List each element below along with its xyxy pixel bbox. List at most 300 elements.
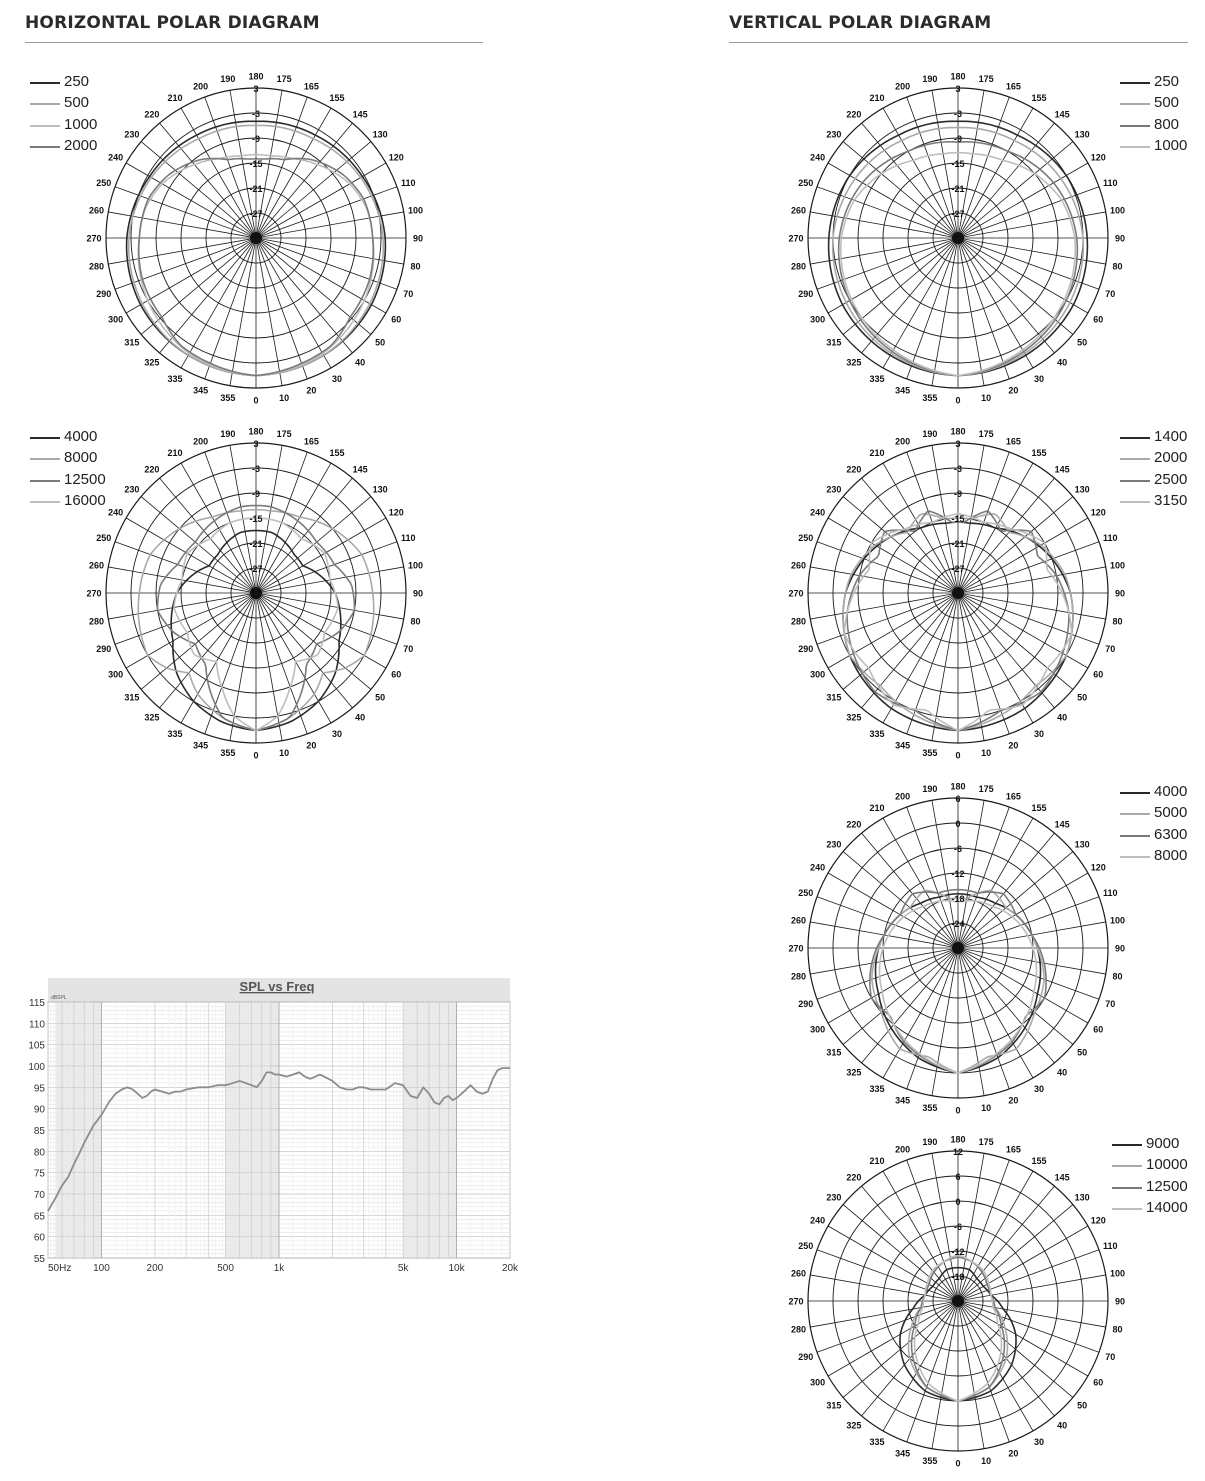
polar-angle-label: 80 xyxy=(1112,261,1123,272)
polar-angle-label: 145 xyxy=(352,109,368,120)
polar-angle-label: 190 xyxy=(220,428,236,439)
legend-label: 4000 xyxy=(64,428,98,445)
polar-angle-label: 60 xyxy=(1093,1377,1104,1388)
spl-ytick-label: 80 xyxy=(33,1147,45,1159)
polar-radial-label: -6 xyxy=(953,1222,963,1232)
polar-angle-label: 50 xyxy=(1077,337,1088,348)
polar-angle-label: 210 xyxy=(869,803,885,814)
polar-angle-label: 0 xyxy=(253,395,259,406)
polar-angle-label: 110 xyxy=(1102,533,1118,544)
polar-radial-label: 3 xyxy=(955,84,961,94)
polar-angle-label: 70 xyxy=(403,288,414,299)
polar-angle-label: 315 xyxy=(826,1047,842,1058)
polar-angle-label: 175 xyxy=(978,73,994,84)
polar-svg xyxy=(788,1131,1128,1471)
polar-radial-label: -18 xyxy=(951,894,965,904)
polar-angle-label: 280 xyxy=(790,1324,806,1335)
polar-angle-label: 290 xyxy=(798,288,814,299)
polar-angle-label: 20 xyxy=(1008,740,1019,751)
polar-angle-label: 345 xyxy=(193,740,209,751)
polar-angle-label: 20 xyxy=(1008,1448,1019,1459)
spl-vs-freq-chart xyxy=(20,975,520,1280)
polar-angle-label: 230 xyxy=(124,129,140,140)
polar-angle-label: 250 xyxy=(798,533,814,544)
polar-radial-label: 3 xyxy=(955,439,961,449)
legend-item xyxy=(1112,1156,1192,1176)
polar-angle-label: 165 xyxy=(1005,1144,1021,1155)
polar-angle-label: 50 xyxy=(1077,1400,1088,1411)
polar-angle-label: 180 xyxy=(950,71,966,82)
vertical-polar-chart-2 xyxy=(788,423,1128,763)
polar-angle-label: 60 xyxy=(1093,314,1104,325)
polar-angle-label: 40 xyxy=(1057,1420,1068,1431)
spl-xtick-label: 1k xyxy=(273,1263,285,1274)
polar-angle-label: 30 xyxy=(331,728,343,739)
legend-item xyxy=(30,471,110,491)
polar-angle-label: 280 xyxy=(88,261,104,272)
legend-item xyxy=(30,94,110,114)
polar-radial-label: 6 xyxy=(955,1172,961,1182)
legend-swatch xyxy=(1120,813,1150,815)
polar-angle-label: 210 xyxy=(869,93,885,104)
legend-item xyxy=(1112,1178,1192,1198)
polar-angle-label: 175 xyxy=(276,428,292,439)
polar-angle-label: 300 xyxy=(108,669,124,680)
polar-angle-label: 290 xyxy=(96,643,112,654)
legend-label: 500 xyxy=(1154,94,1180,111)
polar-angle-label: 10 xyxy=(981,393,992,404)
polar-radial-label: -6 xyxy=(953,844,963,854)
legend-label: 10000 xyxy=(1146,1156,1188,1173)
polar-angle-label: 90 xyxy=(412,233,424,244)
legend-item xyxy=(1120,492,1200,512)
polar-angle-label: 220 xyxy=(144,464,160,475)
polar-angle-label: 335 xyxy=(869,1436,885,1447)
polar-radial-label: -12 xyxy=(951,1247,965,1257)
spl-ytick-label: 65 xyxy=(33,1211,45,1223)
polar-angle-label: 40 xyxy=(1057,1067,1068,1078)
polar-angle-label: 345 xyxy=(895,740,911,751)
polar-center-hub xyxy=(250,232,262,244)
polar-angle-label: 260 xyxy=(790,1268,806,1279)
polar-angle-label: 100 xyxy=(1110,915,1126,926)
polar-angle-label: 50 xyxy=(375,337,386,348)
polar-angle-label: 220 xyxy=(144,109,160,120)
polar-angle-label: 260 xyxy=(88,205,104,216)
polar-angle-label: 220 xyxy=(846,464,862,475)
polar-angle-label: 40 xyxy=(355,357,366,368)
legend-swatch xyxy=(30,480,60,482)
legend-label: 8000 xyxy=(1154,847,1188,864)
legend-swatch xyxy=(1120,835,1150,837)
polar-radial-label: -27 xyxy=(951,209,965,219)
polar-angle-label: 70 xyxy=(1105,643,1116,654)
vertical-section-title: VERTICAL POLAR DIAGRAM xyxy=(729,13,992,33)
polar-angle-label: 70 xyxy=(1105,998,1116,1009)
polar-angle-label: 110 xyxy=(400,533,416,544)
polar-angle-label: 250 xyxy=(798,1241,814,1252)
polar-angle-label: 280 xyxy=(88,616,104,627)
spl-xtick-label: 500 xyxy=(217,1263,234,1274)
polar-angle-label: 80 xyxy=(1112,1324,1123,1335)
polar-angle-label: 165 xyxy=(303,81,319,92)
polar-angle-label: 325 xyxy=(846,357,862,368)
polar-angle-label: 250 xyxy=(96,178,112,189)
horizontal-polar-chart-2 xyxy=(86,423,426,763)
legend-swatch xyxy=(30,125,60,127)
polar-angle-label: 120 xyxy=(1090,862,1106,873)
polar-angle-label: 0 xyxy=(955,1458,961,1469)
polar-angle-label: 130 xyxy=(372,484,388,495)
legend-swatch xyxy=(1120,103,1150,105)
polar-angle-label: 345 xyxy=(895,1448,911,1459)
legend-item xyxy=(1112,1199,1192,1219)
spl-ytick-label: 100 xyxy=(28,1062,45,1073)
spl-xtick-label: 200 xyxy=(146,1263,164,1274)
polar-angle-label: 315 xyxy=(826,1400,842,1411)
polar-angle-label: 355 xyxy=(220,393,236,404)
legend-item xyxy=(1120,804,1200,824)
legend-label: 14000 xyxy=(1146,1199,1188,1216)
legend-item xyxy=(1120,116,1200,136)
legend-item xyxy=(30,137,110,157)
polar-angle-label: 70 xyxy=(403,643,414,654)
horizontal-polar-chart-1 xyxy=(86,68,426,408)
polar-angle-label: 315 xyxy=(826,337,842,348)
polar-angle-label: 165 xyxy=(303,436,319,447)
spl-ytick-label: 115 xyxy=(29,998,45,1009)
legend-label: 2000 xyxy=(1154,449,1188,466)
polar-angle-label: 300 xyxy=(810,1024,826,1035)
legend-label: 2000 xyxy=(64,137,98,154)
spl-xtick-label: 10k xyxy=(448,1263,465,1274)
polar-radial-label: -3 xyxy=(251,109,261,119)
legend-swatch xyxy=(1120,480,1150,482)
spl-svg xyxy=(20,975,520,1280)
polar-angle-label: 190 xyxy=(922,73,938,84)
polar-radial-label: -12 xyxy=(951,869,965,879)
legend-item xyxy=(1120,471,1200,491)
legend-swatch xyxy=(1112,1187,1142,1189)
polar-angle-label: 180 xyxy=(248,71,264,82)
polar-angle-label: 0 xyxy=(955,1105,961,1116)
polar-radial-label: 0 xyxy=(955,819,961,829)
polar-angle-label: 30 xyxy=(1033,728,1045,739)
polar-angle-label: 110 xyxy=(1102,888,1118,899)
polar-angle-label: 130 xyxy=(1074,1192,1090,1203)
polar-angle-label: 10 xyxy=(279,748,290,759)
polar-angle-label: 290 xyxy=(798,1351,814,1362)
polar-angle-label: 10 xyxy=(981,1103,992,1114)
polar-angle-label: 60 xyxy=(391,669,402,680)
polar-radial-label: -24 xyxy=(951,919,965,929)
legend-item xyxy=(1120,783,1200,803)
polar-angle-label: 325 xyxy=(144,357,160,368)
polar-angle-label: 190 xyxy=(220,73,236,84)
legend-swatch xyxy=(1120,146,1150,148)
polar-angle-label: 145 xyxy=(1054,819,1070,830)
legend-label: 9000 xyxy=(1146,1135,1180,1152)
legend-label: 16000 xyxy=(64,492,106,509)
spl-xtick-label: 100 xyxy=(93,1263,110,1274)
legend-swatch xyxy=(30,146,60,148)
legend-item xyxy=(1120,73,1200,93)
polar-angle-label: 220 xyxy=(846,109,862,120)
legend-item xyxy=(30,428,110,448)
polar-angle-label: 90 xyxy=(1114,943,1126,954)
polar-radial-label: -3 xyxy=(953,464,963,474)
polar-angle-label: 230 xyxy=(826,839,842,850)
polar-angle-label: 50 xyxy=(1077,692,1088,703)
polar-angle-label: 355 xyxy=(220,748,236,759)
polar-angle-label: 155 xyxy=(329,93,345,104)
polar-radial-label: -9 xyxy=(953,134,963,144)
polar-angle-label: 300 xyxy=(810,1377,826,1388)
legend-swatch xyxy=(30,501,60,503)
polar-angle-label: 155 xyxy=(329,448,345,459)
legend-label: 2500 xyxy=(1154,471,1188,488)
polar-radial-label: 0 xyxy=(955,1197,961,1207)
polar-angle-label: 120 xyxy=(1090,152,1106,163)
polar-angle-label: 200 xyxy=(895,81,911,92)
polar-angle-label: 290 xyxy=(798,643,814,654)
polar-svg xyxy=(86,423,426,763)
polar-angle-label: 80 xyxy=(1112,616,1123,627)
polar-angle-label: 190 xyxy=(922,1136,938,1147)
legend-label: 1400 xyxy=(1154,428,1188,445)
legend-label: 500 xyxy=(64,94,90,111)
polar-angle-label: 0 xyxy=(955,750,961,761)
polar-angle-label: 190 xyxy=(922,783,938,794)
polar-angle-label: 230 xyxy=(124,484,140,495)
legend-swatch xyxy=(30,103,60,105)
legend-item xyxy=(1112,1135,1192,1155)
polar-angle-label: 120 xyxy=(1090,1215,1106,1226)
spl-ytick-label: 85 xyxy=(33,1126,45,1137)
polar-angle-label: 110 xyxy=(400,178,416,189)
polar-angle-label: 325 xyxy=(144,712,160,723)
polar-angle-label: 270 xyxy=(788,943,804,954)
polar-angle-label: 355 xyxy=(922,393,938,404)
horizontal-section-title: HORIZONTAL POLAR DIAGRAM xyxy=(25,13,320,33)
polar-angle-label: 240 xyxy=(108,507,124,518)
polar-angle-label: 20 xyxy=(1008,1095,1019,1106)
spl-ylabel: dBSPL xyxy=(51,995,67,1001)
legend-label: 1000 xyxy=(64,116,98,133)
polar-angle-label: 250 xyxy=(96,533,112,544)
polar-angle-label: 335 xyxy=(869,373,885,384)
spl-xtick-label: 20k xyxy=(501,1263,519,1274)
polar-angle-label: 230 xyxy=(826,484,842,495)
polar-angle-label: 335 xyxy=(167,728,183,739)
polar-angle-label: 0 xyxy=(253,750,259,761)
legend-item xyxy=(1120,428,1200,448)
spl-ytick-label: 105 xyxy=(28,1040,45,1052)
polar-angle-label: 280 xyxy=(790,971,806,982)
polar-angle-label: 120 xyxy=(1090,507,1106,518)
legend-label: 4000 xyxy=(1154,783,1188,800)
polar-angle-label: 30 xyxy=(331,373,343,384)
polar-angle-label: 230 xyxy=(826,129,842,140)
legend-label: 5000 xyxy=(1154,804,1188,821)
polar-angle-label: 80 xyxy=(1112,971,1123,982)
legend-label: 12500 xyxy=(64,471,106,488)
polar-radial-label: -21 xyxy=(951,539,965,549)
polar-angle-label: 10 xyxy=(981,1456,992,1467)
polar-radial-label: 6 xyxy=(955,794,961,804)
polar-angle-label: 325 xyxy=(846,1420,862,1431)
polar-angle-label: 280 xyxy=(790,261,806,272)
vertical-polar-chart-4 xyxy=(788,1131,1128,1471)
polar-angle-label: 345 xyxy=(895,1095,911,1106)
vertical-title-rule xyxy=(729,42,1188,43)
polar-angle-label: 200 xyxy=(193,436,209,447)
polar-angle-label: 90 xyxy=(1114,233,1126,244)
polar-radial-label: -9 xyxy=(251,489,261,499)
polar-angle-label: 300 xyxy=(810,314,826,325)
polar-angle-label: 80 xyxy=(410,261,421,272)
polar-radial-label: -15 xyxy=(249,514,263,524)
polar-radial-label: -21 xyxy=(951,184,965,194)
polar-angle-label: 100 xyxy=(1110,1268,1126,1279)
polar-angle-label: 110 xyxy=(1102,178,1118,189)
polar-angle-label: 210 xyxy=(167,93,183,104)
legend-label: 250 xyxy=(64,73,90,90)
polar-radial-label: -21 xyxy=(249,539,263,549)
polar-angle-label: 100 xyxy=(1110,560,1126,571)
polar-angle-label: 230 xyxy=(826,1192,842,1203)
polar-angle-label: 40 xyxy=(1057,357,1068,368)
polar-angle-label: 60 xyxy=(1093,669,1104,680)
polar-svg xyxy=(86,68,426,408)
legend-label: 6300 xyxy=(1154,826,1188,843)
legend-item xyxy=(1120,826,1200,846)
polar-angle-label: 290 xyxy=(798,998,814,1009)
polar-radial-label: -27 xyxy=(249,209,263,219)
polar-center-hub xyxy=(952,1295,964,1307)
polar-angle-label: 10 xyxy=(981,748,992,759)
legend-item xyxy=(30,73,110,93)
legend-item xyxy=(1120,449,1200,469)
polar-angle-label: 180 xyxy=(950,426,966,437)
polar-angle-label: 210 xyxy=(869,448,885,459)
spl-ytick-label: 55 xyxy=(33,1254,45,1265)
polar-angle-label: 270 xyxy=(86,233,102,244)
polar-radial-label: -9 xyxy=(251,134,261,144)
polar-angle-label: 345 xyxy=(193,385,209,396)
polar-angle-label: 240 xyxy=(810,152,826,163)
polar-angle-label: 175 xyxy=(978,1136,994,1147)
polar-angle-label: 315 xyxy=(826,692,842,703)
polar-angle-label: 240 xyxy=(108,152,124,163)
spl-ytick-label: 90 xyxy=(33,1104,45,1116)
polar-angle-label: 80 xyxy=(410,616,421,627)
polar-angle-label: 155 xyxy=(1031,1156,1047,1167)
legend-swatch xyxy=(30,82,60,84)
horizontal-title-rule xyxy=(25,42,483,43)
polar-angle-label: 300 xyxy=(810,669,826,680)
polar-angle-label: 70 xyxy=(1105,1351,1116,1362)
polar-radial-label: -18 xyxy=(951,1272,965,1282)
legend-swatch xyxy=(1112,1165,1142,1167)
polar-angle-label: 180 xyxy=(248,426,264,437)
legend-label: 3150 xyxy=(1154,492,1188,509)
polar-angle-label: 345 xyxy=(895,385,911,396)
spl-ytick-label: 110 xyxy=(29,1019,45,1031)
polar-angle-label: 165 xyxy=(1005,81,1021,92)
polar-angle-label: 335 xyxy=(869,1083,885,1094)
polar-radial-label: 12 xyxy=(952,1147,964,1157)
legend-swatch xyxy=(1120,437,1150,439)
polar-angle-label: 145 xyxy=(1054,1172,1070,1183)
polar-angle-label: 110 xyxy=(1102,1241,1118,1252)
polar-angle-label: 100 xyxy=(408,205,424,216)
polar-angle-label: 60 xyxy=(1093,1024,1104,1035)
polar-angle-label: 355 xyxy=(922,1456,938,1467)
legend-swatch xyxy=(1120,792,1150,794)
legend-label: 12500 xyxy=(1146,1178,1188,1195)
polar-angle-label: 250 xyxy=(798,178,814,189)
legend-swatch xyxy=(1120,458,1150,460)
polar-angle-label: 260 xyxy=(88,560,104,571)
polar-angle-label: 240 xyxy=(810,1215,826,1226)
polar-radial-label: -21 xyxy=(249,184,263,194)
polar-angle-label: 30 xyxy=(1033,373,1045,384)
spl-title: SPL vs Freq xyxy=(239,979,315,994)
polar-angle-label: 260 xyxy=(790,205,806,216)
polar-angle-label: 30 xyxy=(1033,1436,1045,1447)
polar-angle-label: 120 xyxy=(388,152,404,163)
legend-swatch xyxy=(1120,82,1150,84)
polar-radial-label: -3 xyxy=(251,464,261,474)
polar-radial-label: -3 xyxy=(953,109,963,119)
polar-angle-label: 210 xyxy=(869,1156,885,1167)
legend-swatch xyxy=(1112,1208,1142,1210)
legend-swatch xyxy=(1120,501,1150,503)
polar-angle-label: 260 xyxy=(790,560,806,571)
polar-angle-label: 300 xyxy=(108,314,124,325)
legend-label: 800 xyxy=(1154,116,1180,133)
polar-angle-label: 220 xyxy=(846,1172,862,1183)
legend-swatch xyxy=(1112,1144,1142,1146)
polar-angle-label: 100 xyxy=(1110,205,1126,216)
legend-swatch xyxy=(1120,856,1150,858)
polar-radial-label: -15 xyxy=(951,159,965,169)
polar-radial-label: -9 xyxy=(953,489,963,499)
legend-label: 8000 xyxy=(64,449,98,466)
polar-angle-label: 280 xyxy=(790,616,806,627)
polar-radial-label: 3 xyxy=(253,84,259,94)
polar-angle-label: 200 xyxy=(895,436,911,447)
polar-angle-label: 325 xyxy=(846,712,862,723)
polar-angle-label: 250 xyxy=(798,888,814,899)
polar-angle-label: 165 xyxy=(1005,436,1021,447)
polar-angle-label: 130 xyxy=(372,129,388,140)
polar-center-hub xyxy=(952,232,964,244)
polar-angle-label: 200 xyxy=(895,1144,911,1155)
vertical-polar-chart-3 xyxy=(788,778,1128,1118)
spl-ytick-label: 70 xyxy=(33,1190,45,1201)
polar-radial-label: -15 xyxy=(951,514,965,524)
polar-radial-label: -27 xyxy=(951,564,965,574)
polar-center-hub xyxy=(952,587,964,599)
polar-svg xyxy=(788,778,1128,1118)
polar-center-hub xyxy=(952,942,964,954)
polar-radial-label: -15 xyxy=(249,159,263,169)
legend-item xyxy=(30,449,110,469)
polar-angle-label: 335 xyxy=(869,728,885,739)
polar-angle-label: 270 xyxy=(788,588,804,599)
